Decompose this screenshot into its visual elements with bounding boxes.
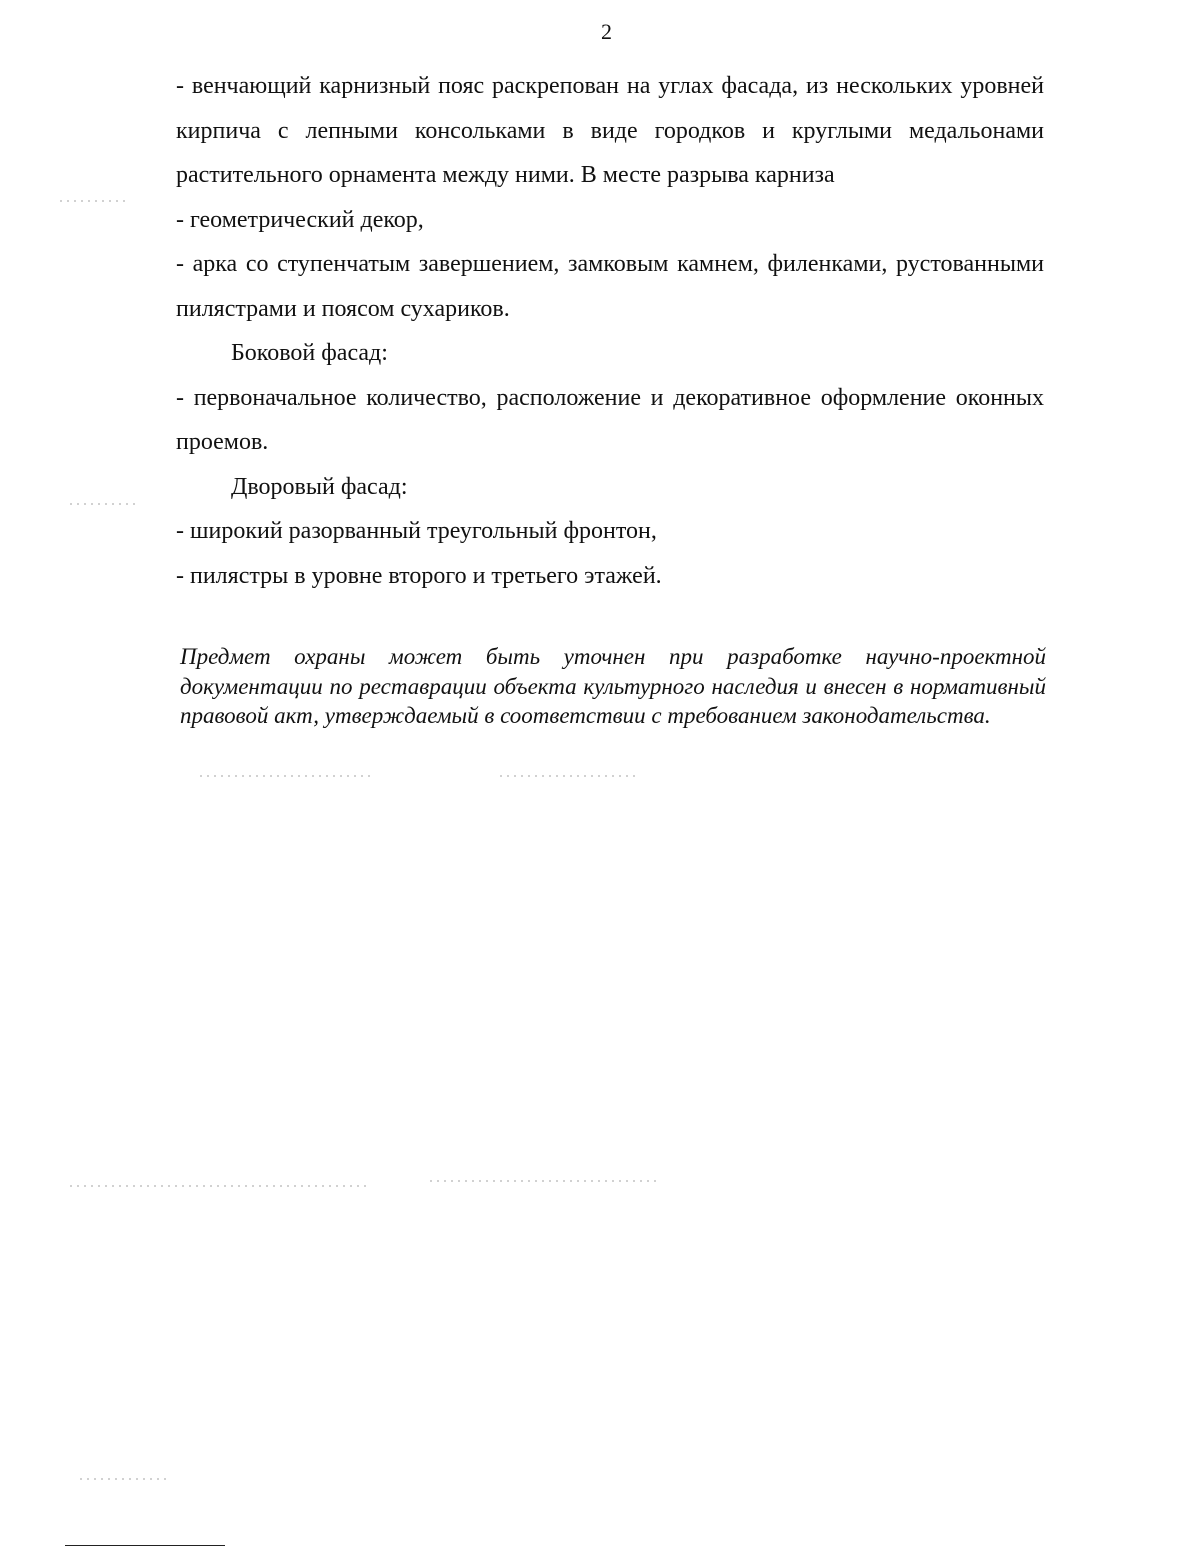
page-number: 2 — [601, 19, 612, 44]
paragraph-pilasters: - пилястры в уровне второго и третьего этажей. — [176, 562, 662, 589]
heading-side-facade: Боковой фасад: — [231, 340, 388, 366]
paragraph-cornice: - венчающий карнизный пояс раскрепован на углах фасада, из нескольких уровней кирпича с лепными консольками в виде городков и круглыми медальонами растительного орнамента между ними. В месте разрыва карниза — [176, 73, 1044, 188]
paragraph-geometric-decor: - геометрический декор, — [176, 206, 424, 233]
paragraph-arch: - арка со ступенчатым завершением, замковым камнем, филенками, рустованными пилястрами и поясом сухариков. — [176, 251, 1044, 322]
scan-noise — [70, 503, 140, 505]
scan-noise — [200, 775, 370, 777]
scan-noise — [80, 1478, 170, 1480]
paragraph-pediment: - широкий разорванный треугольный фронтон, — [176, 518, 657, 544]
protection-subject-note: Предмет охраны может быть уточнен при разработке научно-проектной документации по реставрации объекта культурного наследия и внесен в нормативный правовой акт, утверждаемый в соответствии с требованием законодательства. — [180, 644, 1046, 728]
heading-courtyard-facade: Дворовый фасад: — [231, 473, 408, 500]
paragraph-window-openings: - первоначальное количество, расположение и декоративное оформление оконных проемов. — [176, 384, 1044, 455]
scan-noise — [60, 200, 130, 202]
scan-noise — [430, 1180, 660, 1182]
scan-noise — [500, 775, 640, 777]
document-body — [176, 64, 1044, 598]
scan-noise — [70, 1185, 370, 1187]
footnote-rule — [65, 1545, 225, 1546]
